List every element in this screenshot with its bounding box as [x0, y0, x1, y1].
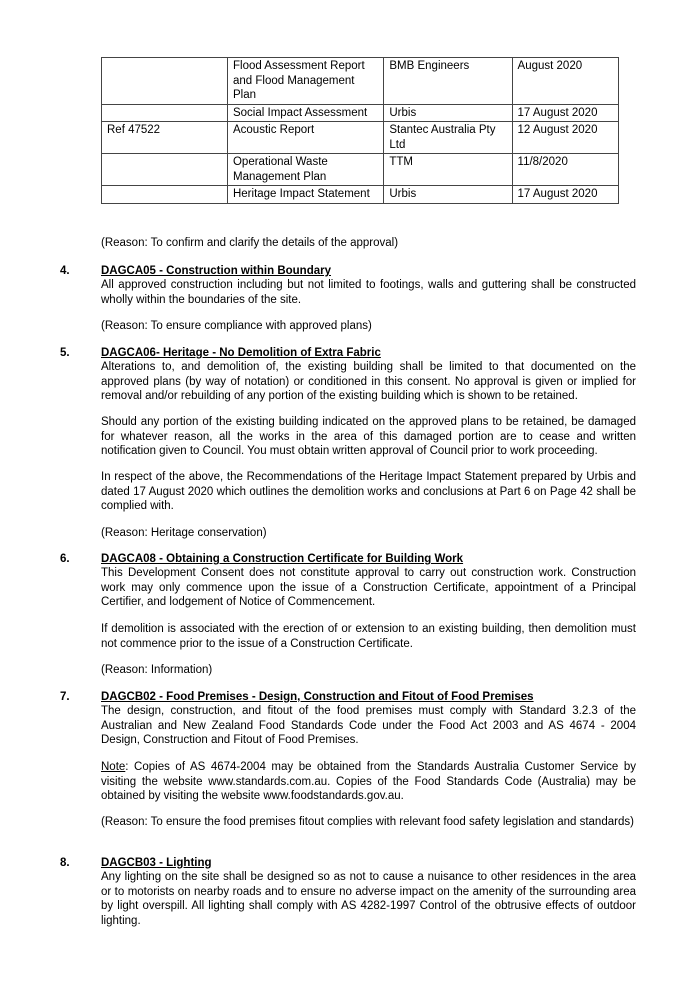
table-cell: Heritage Impact Statement: [227, 186, 383, 204]
table-cell: [102, 104, 228, 122]
condition-5-text-1: Alterations to, and demolition of, the existing building shall be limited to that documented on the approved plans (by way of notation) or conditioned in this consent. No approval is given or implied for removal and/or rebuilding of any portion of the existing building which is shown to be retained.: [101, 361, 636, 402]
table-cell: [102, 186, 228, 204]
condition-7-reason: (Reason: To ensure the food premises fitout complies with relevant food safety legislation and standards): [101, 816, 634, 828]
table-cell: August 2020: [512, 58, 618, 105]
table-cell: 17 August 2020: [512, 186, 618, 204]
condition-5-reason: (Reason: Heritage conservation): [101, 527, 267, 539]
condition-6-reason: (Reason: Information): [101, 664, 213, 676]
table-cell: 12 August 2020: [512, 122, 618, 154]
condition-5-text-3: In respect of the above, the Recommendations of the Heritage Impact Statement prepared by Urbis and dated 17 August 2020 which outlines the demolition works and conclusions at Part 6 on Page 42 shall be complied with.: [101, 471, 636, 512]
condition-5-number: 5.: [60, 347, 70, 359]
condition-4-text: All approved construction including but not limited to footings, walls and guttering shall be constructed wholly within the boundaries of the site.: [101, 279, 636, 306]
condition-8-number: 8.: [60, 857, 70, 869]
table-cell: [102, 154, 228, 186]
condition-7-text: The design, construction, and fitout of the food premises must comply with Standard 3.2.3 of the Australian and New Zealand Food Standards Code under the Food Act 2003 and AS 4674 - 2004 Design, Construction and Fitout of Food Premises.: [101, 705, 636, 746]
table-cell: 11/8/2020: [512, 154, 618, 186]
documents-table: [101, 57, 619, 204]
reason-top: (Reason: To confirm and clarify the details of the approval): [101, 237, 399, 249]
table-cell: Urbis: [384, 186, 512, 204]
condition-5-text-2: Should any portion of the existing building indicated on the approved plans to be retained, be damaged for whatever reason, all the works in the area of this damaged portion are to cease and written notification given to Council. You must obtain written approval of Council prior to work proceeding.: [101, 416, 636, 457]
condition-4-heading: DAGCA05 - Construction within Boundary: [101, 265, 331, 277]
table-cell: [102, 58, 228, 105]
table-cell: TTM: [384, 154, 512, 186]
table-cell: Ref 47522: [102, 122, 228, 154]
table-cell: Stantec Australia Pty Ltd: [384, 122, 512, 154]
condition-8-heading: DAGCB03 - Lighting: [101, 857, 212, 869]
condition-6-heading: DAGCA08 - Obtaining a Construction Certificate for Building Work: [101, 553, 464, 565]
condition-6-text-1: This Development Consent does not constitute approval to carry out construction work. Construction work may only commence upon the issue of a Construction Certificate, appointment of a Principal Certifier, and lodgement of Notice of Commencement.: [101, 567, 636, 608]
condition-4-number: 4.: [60, 265, 70, 277]
table-row: [102, 186, 619, 204]
table-cell: Flood Assessment Report and Flood Management Plan: [227, 58, 383, 105]
table-cell: Acoustic Report: [227, 122, 383, 154]
table-cell: BMB Engineers: [384, 58, 512, 105]
note-label: Note: [101, 761, 126, 773]
table-row: [102, 154, 619, 186]
condition-7-heading: DAGCB02 - Food Premises - Design, Construction and Fitout of Food Premises: [101, 691, 534, 703]
condition-6-number: 6.: [60, 553, 70, 565]
condition-5-heading: DAGCA06- Heritage - No Demolition of Extra Fabric: [101, 347, 381, 359]
table-cell: Social Impact Assessment: [227, 104, 383, 122]
table-row: [102, 58, 619, 105]
condition-6-text-2: If demolition is associated with the erection of or extension to an existing building, then demolition must not commence prior to the issue of a Construction Certificate.: [101, 623, 636, 650]
table-row: [102, 122, 619, 154]
table-cell: Urbis: [384, 104, 512, 122]
condition-7-number: 7.: [60, 691, 70, 703]
table-row: [102, 104, 619, 122]
table-cell: Operational Waste Management Plan: [227, 154, 383, 186]
condition-4-reason: (Reason: To ensure compliance with approved plans): [101, 320, 372, 332]
condition-8-text: Any lighting on the site shall be designed so as not to cause a nuisance to other residences in the area or to motorists on nearby roads and to ensure no adverse impact on the amenity of the surrounding area by light overspill. All lighting shall comply with AS 4282-1997 Control of the obtrusive effects of outdoor lighting.: [101, 871, 636, 927]
table-cell: 17 August 2020: [512, 104, 618, 122]
note-text: : Copies of AS 4674-2004 may be obtained from the Standards Australia Customer Service by visiting the website www.standards.com.au. Copies of the Food Standards Code (Australia) may be obtained by visiting the website www.foodstandards.gov.au.: [101, 761, 636, 802]
condition-7-note: [101, 760, 636, 804]
